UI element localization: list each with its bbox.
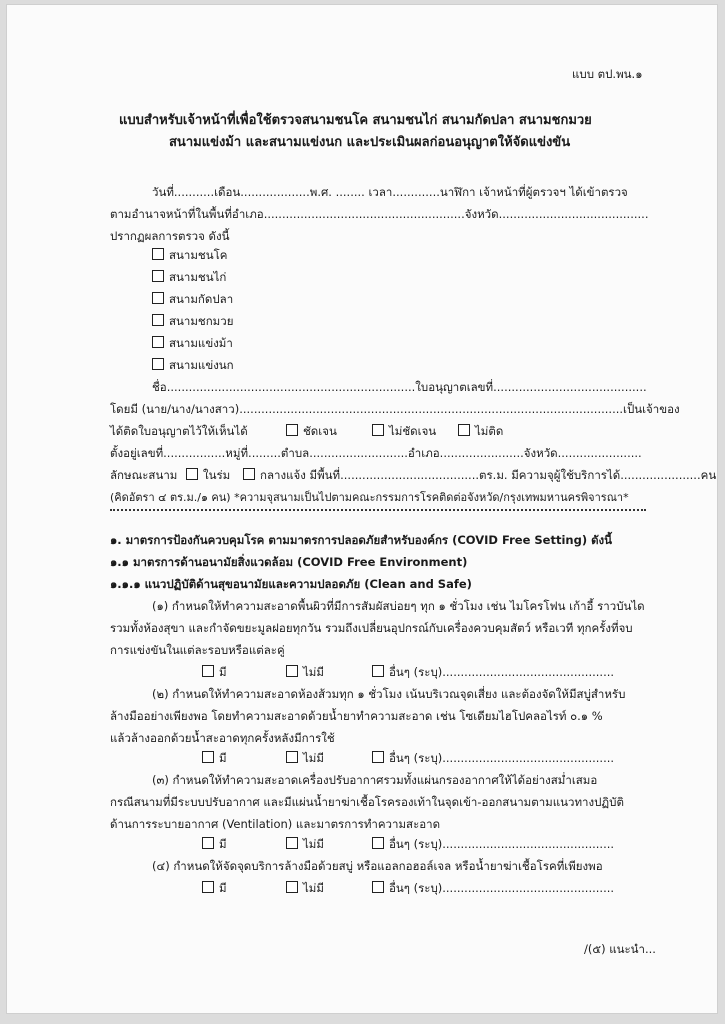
checkbox-icon[interactable]	[286, 665, 298, 677]
item-3-text: กรณีสนามที่มีระบบปรับอากาศ และมีแผ่นน้ำยาฆ่าเชื้อโรครองเท้าในจุดเข้า-ออกสนามตามแนวทางปฏิบัติ	[110, 795, 624, 809]
item-1-answer-yes[interactable]: มี	[202, 665, 227, 680]
venue-option[interactable]: สนามกัดปลา	[152, 292, 233, 307]
checkbox-icon[interactable]	[152, 270, 164, 282]
venue-name-line: ชื่อ....................................................................ใบอนุญาตเลขที่..........................................	[152, 380, 647, 394]
owner-line: โดยมี (นาย/นาง/นางสาว).........................................................................................................เป็นเจ้าของ	[110, 402, 680, 416]
checkbox-icon[interactable]	[286, 881, 298, 893]
item-2-answer-yes[interactable]: มี	[202, 751, 227, 766]
item-1-text: รวมทั้งห้องสุขา และกำจัดขยะมูลฝอยทุกวัน รวมถึงเปลี่ยนอุปกรณ์กับเครื่องควบคุมสัตว์ หรือเวที ทุกครั้งที่จบ	[110, 621, 633, 635]
checkbox-icon[interactable]	[286, 751, 298, 763]
date-time-line: วันที่...........เดือน...................พ.ศ. ........ เวลา.............นาฬิกา เจ้าหน้าที่ผู้ตรวจฯ ได้เข้าตรวจ	[152, 185, 628, 199]
checkbox-icon[interactable]	[152, 336, 164, 348]
checkbox-icon[interactable]	[186, 468, 198, 480]
item-1-answer-no[interactable]: ไม่มี	[286, 665, 324, 680]
item-1-answer-other[interactable]: อื่นๆ (ระบุ)...............................................	[372, 665, 614, 680]
item-4-answer-yes[interactable]: มี	[202, 881, 227, 896]
item-2-answer-no[interactable]: ไม่มี	[286, 751, 324, 766]
capacity-ratio-note: (คิดอัตรา ๔ ตร.ม./๑ คน) *ความจุสนามเป็นไปตามคณะกรรมการโรคติดต่อจังหวัด/กรุงเทพมหานครพิจารณา*	[110, 491, 629, 504]
venue-option[interactable]: สนามชนไก่	[152, 270, 226, 285]
permit-option-clear[interactable]: ชัดเจน	[286, 424, 337, 439]
venue-type-label: ลักษณะสนาม	[110, 468, 178, 482]
checkbox-icon[interactable]	[458, 424, 470, 436]
checkbox-icon[interactable]	[202, 665, 214, 677]
section-1-heading: ๑. มาตรการป้องกันควบคุมโรค ตามมาตรการปลอดภัยสำหรับองค์กร (COVID Free Setting) ดังนี้	[110, 533, 613, 547]
address-line: ตั้งอยู่เลขที่.................หมู่ที่.........ตำบล...........................อำเภอ.......................จังหวัด.......................	[110, 446, 642, 460]
venue-option[interactable]: สนามชนโค	[152, 248, 227, 263]
form-page	[6, 4, 718, 1014]
item-3-answer-yes[interactable]: มี	[202, 837, 227, 852]
checkbox-icon[interactable]	[286, 424, 298, 436]
item-4-text: (๔) กำหนดให้จัดจุดบริการล้างมือด้วยสบู่ หรือแอลกอฮอล์เจล หรือน้ำยาฆ่าเชื้อโรคที่เพียงพอ	[152, 859, 603, 873]
item-3-answer-no[interactable]: ไม่มี	[286, 837, 324, 852]
item-3-answer-other[interactable]: อื่นๆ (ระบุ)...............................................	[372, 837, 614, 852]
form-title-line-1: แบบสำหรับเจ้าหน้าที่เพื่อใช้ตรวจสนามชนโค สนามชนไก่ สนามกัดปลา สนามชกมวย	[119, 113, 592, 128]
item-2-text: ล้างมืออย่างเพียงพอ โดยทำความสะอาดด้วยน้ำยาทำความสะอาด เช่น โซเดียมไฮโปคลอไรท์ ๐.๑ %	[110, 709, 603, 723]
checkbox-icon[interactable]	[202, 881, 214, 893]
checkbox-icon[interactable]	[243, 468, 255, 480]
district-line: ตามอำนาจหน้าที่ในพื้นที่อำเภอ.......................................................จังหวัด.........................................	[110, 207, 649, 221]
item-1-text: (๑) กำหนดให้ทำความสะอาดพื้นผิวที่มีการสัมผัสบ่อยๆ ทุก ๑ ชั่วโมง เช่น ไมโครโฟน เก้าอี้ ราวบันได	[152, 599, 645, 613]
permit-option-not-posted[interactable]: ไม่ติด	[458, 424, 503, 439]
item-2-text: แล้วล้างออกด้วยน้ำสะอาดทุกครั้งหลังมีการใช้	[110, 731, 335, 745]
checkbox-icon[interactable]	[286, 837, 298, 849]
venue-type-outdoor[interactable]: กลางแจ้ง มีพื้นที่......................................ตร.ม. มีความจุผู้ใช้บริการได้......................คน	[243, 468, 716, 483]
section-1-1-heading: ๑.๑ มาตรการด้านอนามัยสิ่งแวดล้อม (COVID Free Environment)	[110, 555, 468, 569]
checkbox-icon[interactable]	[202, 837, 214, 849]
item-4-answer-other[interactable]: อื่นๆ (ระบุ)...............................................	[372, 881, 614, 896]
item-2-text: (๒) กำหนดให้ทำความสะอาดห้องส้วมทุก ๑ ชั่วโมง เน้นบริเวณจุดเสี่ยง และต้องจัดให้มีสบู่สำหรับ	[152, 687, 626, 701]
page-continuation: /(๕) แนะนำ...	[584, 942, 656, 956]
checkbox-icon[interactable]	[152, 292, 164, 304]
checkbox-icon[interactable]	[152, 248, 164, 260]
venue-option[interactable]: สนามแข่งนก	[152, 358, 234, 373]
item-4-answer-no[interactable]: ไม่มี	[286, 881, 324, 896]
item-3-text: ด้านการระบายอากาศ (Ventilation) และมาตรการทำความสะอาด	[110, 817, 441, 831]
item-2-answer-other[interactable]: อื่นๆ (ระบุ)...............................................	[372, 751, 614, 766]
item-1-text: การแข่งขันในแต่ละรอบหรือแต่ละคู่	[110, 643, 285, 657]
form-code: แบบ ตป.พน.๑	[572, 67, 643, 81]
permit-display-label: ได้ติดใบอนุญาตไว้ให้เห็นได้	[110, 424, 248, 438]
inspection-result-heading: ปรากฏผลการตรวจ ดังนี้	[110, 229, 230, 243]
checkbox-icon[interactable]	[152, 314, 164, 326]
checkbox-icon[interactable]	[372, 424, 384, 436]
item-3-text: (๓) กำหนดให้ทำความสะอาดเครื่องปรับอากาศรวมทั้งแผ่นกรองอากาศให้ได้อย่างสม่ำเสมอ	[152, 773, 598, 787]
section-divider	[110, 509, 646, 511]
checkbox-icon[interactable]	[202, 751, 214, 763]
checkbox-icon[interactable]	[152, 358, 164, 370]
checkbox-icon[interactable]	[372, 665, 384, 677]
venue-type-indoor[interactable]: ในร่ม	[186, 468, 230, 483]
section-1-1-1-heading: ๑.๑.๑ แนวปฏิบัติด้านสุขอนามัยและความปลอดภัย (Clean and Safe)	[110, 577, 472, 591]
venue-option[interactable]: สนามชกมวย	[152, 314, 233, 329]
venue-option[interactable]: สนามแข่งม้า	[152, 336, 233, 351]
checkbox-icon[interactable]	[372, 881, 384, 893]
checkbox-icon[interactable]	[372, 837, 384, 849]
permit-option-unclear[interactable]: ไม่ชัดเจน	[372, 424, 436, 439]
checkbox-icon[interactable]	[372, 751, 384, 763]
form-title-line-2: สนามแข่งม้า และสนามแข่งนก และประเมินผลก่อนอนุญาตให้จัดแข่งขัน	[169, 135, 571, 150]
